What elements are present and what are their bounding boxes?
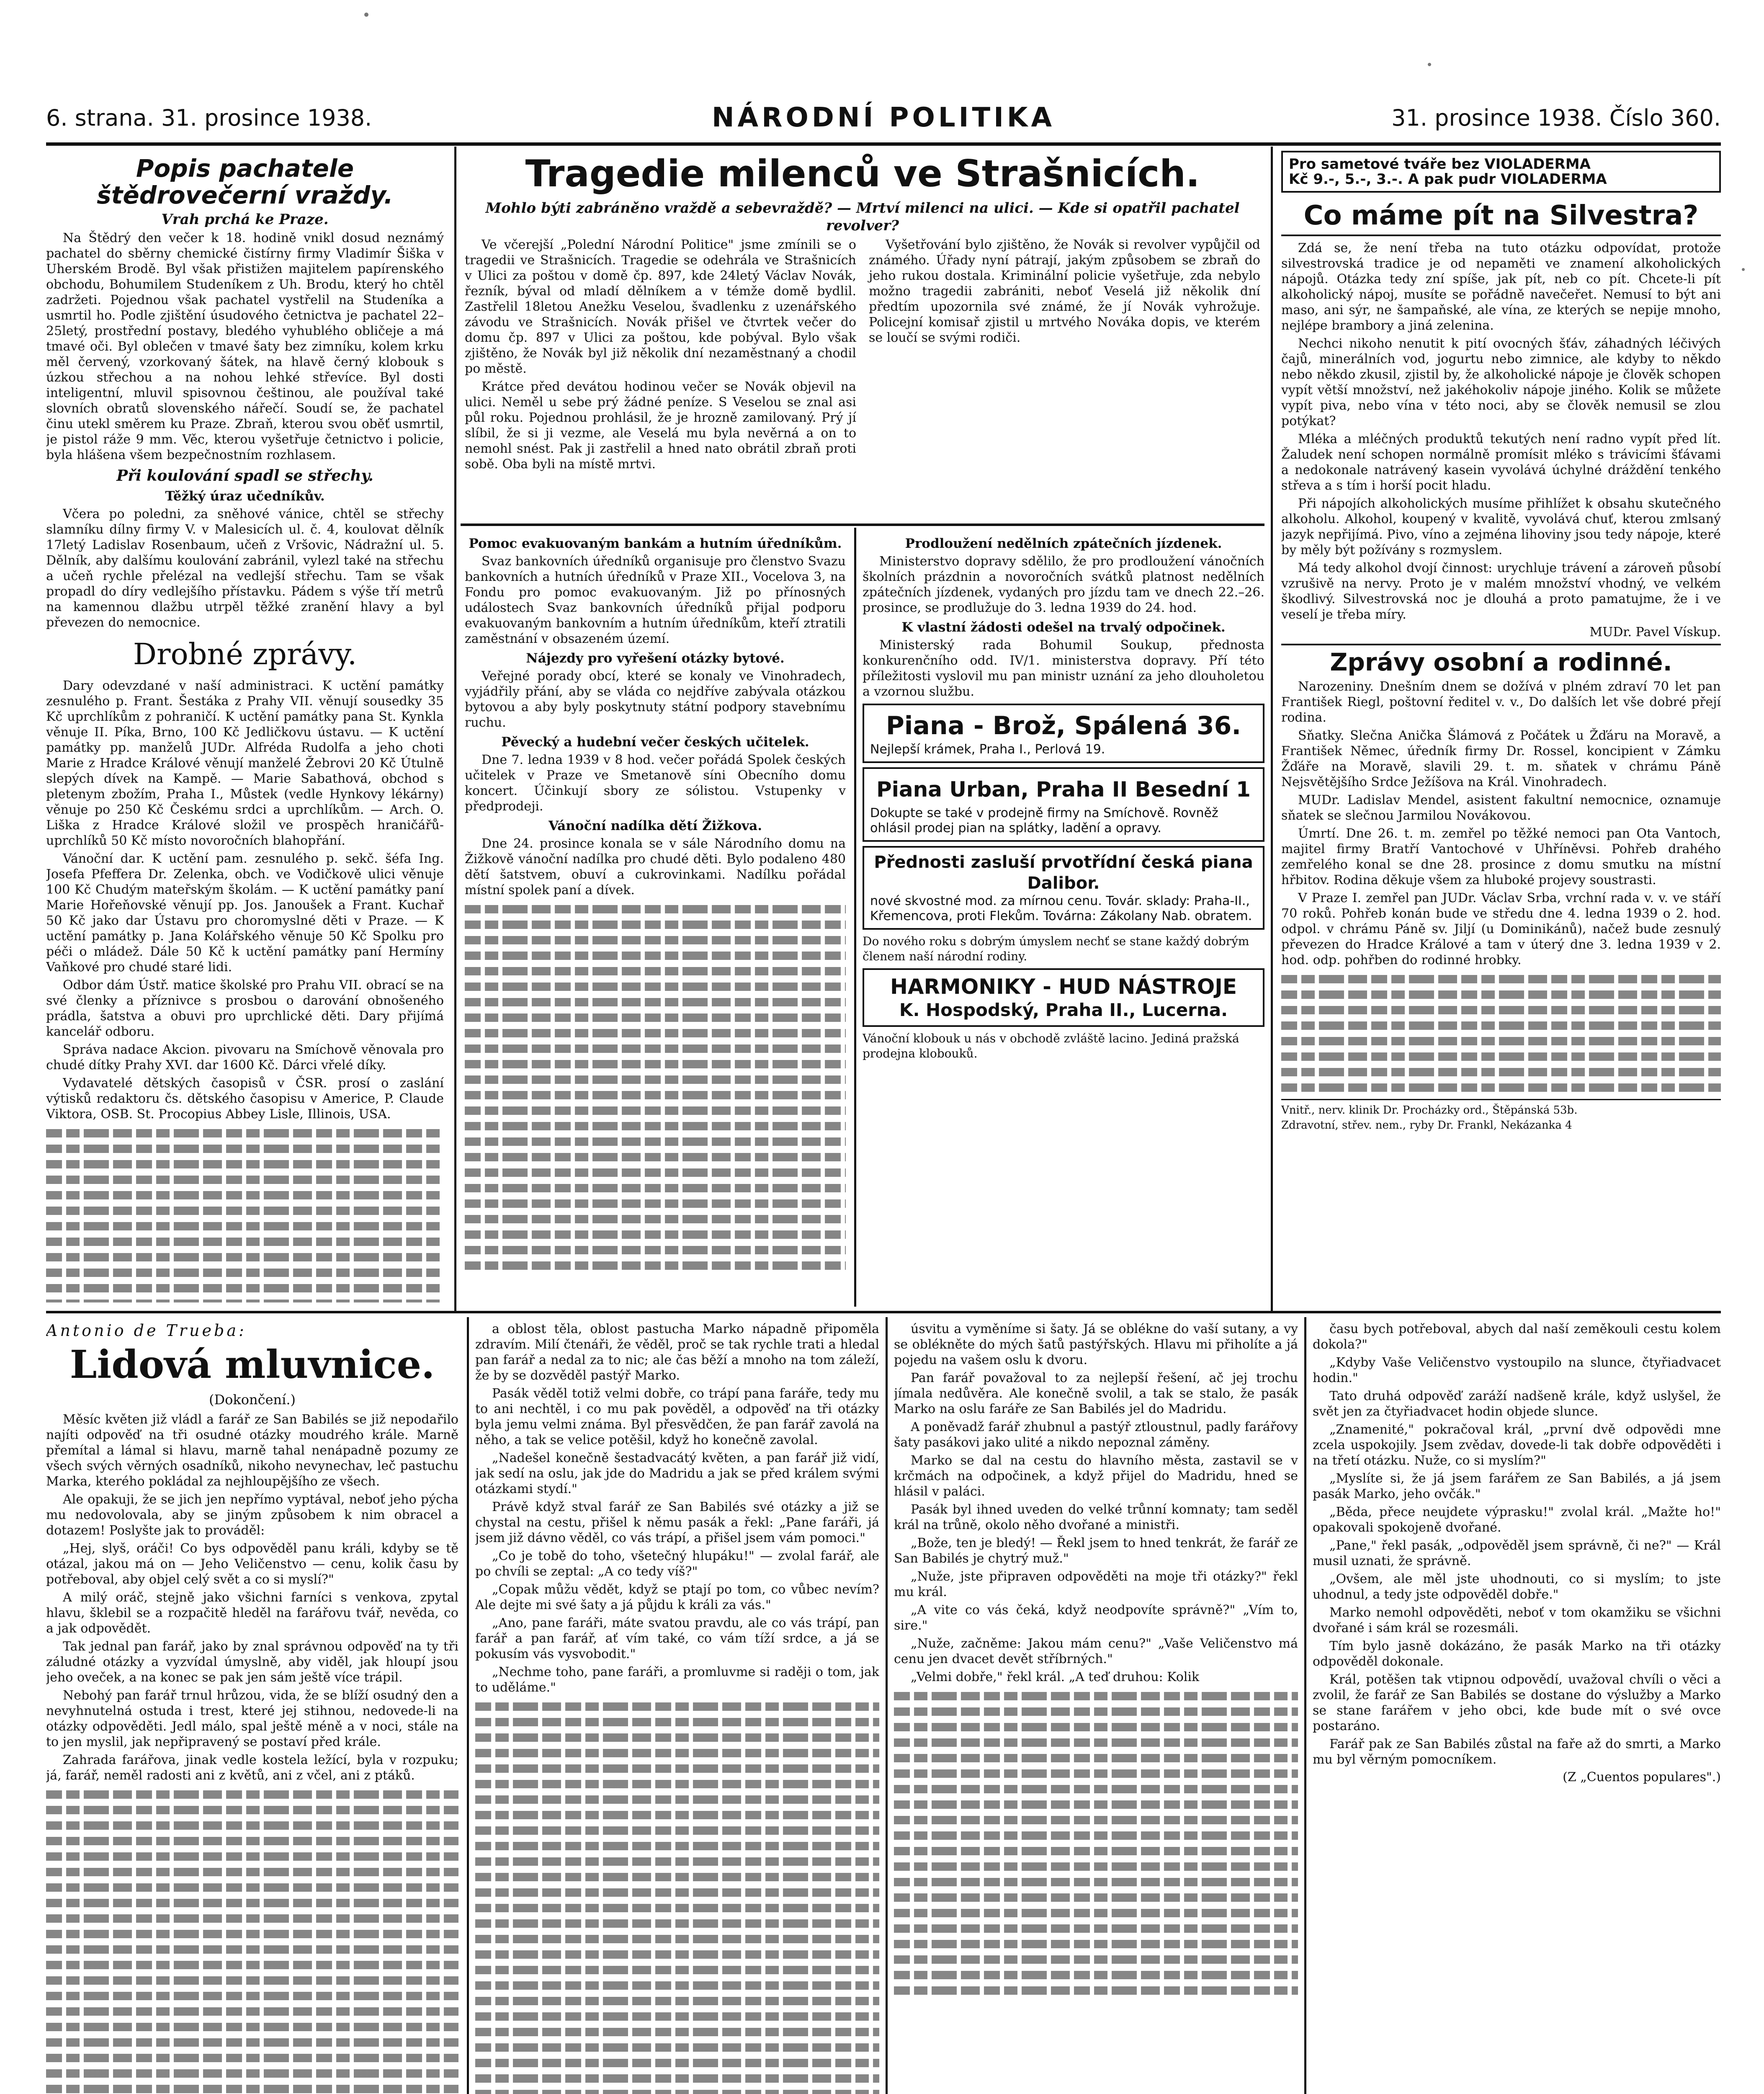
headline-retirement: K vlastní žádosti odešel na trvalý odpočinek. bbox=[901, 620, 1226, 635]
story-c3-p8: „A vite co vás čeká, když neodpovíte správně?" „Vím to, sire." bbox=[894, 1603, 1298, 1633]
story-c2-p6: „Copak můžu vědět, když se ptají po tom, co vůbec nevím? Ale dejte mi své šaty a já půjdu k králi za vás." bbox=[475, 1582, 879, 1612]
section-rule bbox=[46, 1311, 1721, 1313]
story-c4-p3: Tato druhá odpověď zaráží nadšeně krále, když uslyšel, že svět jen za čtyřiadvacet hodin objede slunce. bbox=[1313, 1389, 1721, 1419]
story-c4-p9: Marko nemohl odpověděti, neboť v tom okamžiku se všichni dvořané i sám král se rozesmáli. bbox=[1313, 1605, 1721, 1635]
zizkov-text: Dne 24. prosince konala se v sále Národního domu na Žižkově vánoční nadílka pro chudé děti. Bylo podaleno 480 dětí šatstvem, obuví a cukrovinkami. Nadílku pořádal místní spolek paní a dívek. bbox=[465, 836, 846, 897]
text-filler bbox=[46, 1790, 458, 2093]
headline-zizkov: Vánoční nadílka dětí Žižkova. bbox=[548, 818, 762, 833]
short-news-5: Vydavatelé dětských časopisů v ČSR. prosí o zaslání výtisků redaktoru čs. dětského časopisu v Americe, P. Claude Viktora, OSB. St. Procopius Abbey Lisle, Illinois, USA. bbox=[46, 1076, 444, 1122]
silvestr-text-5: Má tedy alkohol dvojí činnost: urychluje trávení a zároveň působí vzrušivě na nervy. Proto je v malém množství vhodný, ve velkém škodlivý. Silvestrovská noc je dlouhá a proto pamatujme, že i ve veselí je třeba míry. bbox=[1281, 561, 1721, 622]
scan-speck bbox=[1428, 63, 1431, 66]
story-c4-p2: „Kdyby Vaše Veličenstvo vystoupilo na slunce, čtyřiadvacet hodin." bbox=[1313, 1355, 1721, 1385]
tragedy-text-3: Vyšetřování bylo zjištěno, že Novák si revolver vypůjčil od známého. Úřady nyní pátrají, jakým způsobem se zbraň do jeho rukou dostala. Kriminální policie vyšetřuje, zda nebylo možno tragedii zabrániti, neboť Veselá již několik dní předtím upozornila své známé, že jí Novák vyhrožuje. Policejní komisař zjistil u mrtvého Nováka dopis, ve kterém se loučí se svými rodiči. bbox=[869, 237, 1260, 345]
text-filler bbox=[465, 905, 846, 1270]
story-c4-p8: „Ovšem, ale měl jste uhodnouti, co si myslím; to jste uhodnul, a tedy jste odpověděl dobře." bbox=[1313, 1572, 1721, 1602]
column-rule bbox=[467, 1317, 469, 2094]
story-column-2 bbox=[475, 1321, 879, 2094]
personal-news-1: Narozeniny. Dnešním dnem se dožívá v plném zdraví 70 let pan František Riegl, poštovní ředitel v. v., Do dalších let vše dobré přejí rodina. bbox=[1281, 679, 1721, 725]
ad-new-year: Do nového roku s dobrým úmyslem nechť se stane každý dobrým členem naší národní rodiny. bbox=[863, 934, 1249, 963]
ad-piana-dalibor bbox=[863, 846, 1264, 930]
column-rule bbox=[854, 528, 856, 1307]
story-c3-p9: „Nuže, začněme: Jakou mám cenu?" „Vaše Veličenstvo má cenu jen dvacet devět stříbrných." bbox=[894, 1636, 1298, 1666]
story-author: Antonio de Trueba: bbox=[46, 1321, 247, 1340]
short-news-1: Dary odevzdané v naší administraci. K uctění památky zesnulého p. Frant. Šestáka z Prahy VII. věnují sousedky 35 Kč uprchlíkům z pohraničí. K uctění památky pana St. Kynkla věnuje II. Píka, Brno, 100 Kč Jedličkovu ústavu. — K uctění památky pp. manželů JUDr. Alfréda Rudolfa a jeho choti Marie z Hradce Králové věnují manželé Žebrovi 20 Kč Útulně slepých dívek na Kampě. — Marie Sabathová, obchod s pletenym zbožím, Praha I., Můstek (vedle Hynkovy lékárny) věnuje po 250 Kč Českému srdci a uprchlíkům. — Arch. O. Liška z Hradce Králové složil ve prospěch hraničářů-uprchlíků 50 Kč místo novoročních blahopřání. bbox=[46, 678, 444, 848]
ad-piana-broz bbox=[863, 704, 1264, 763]
column-middle-left bbox=[465, 532, 846, 1302]
text-filler bbox=[475, 1702, 879, 2094]
text-filler bbox=[1281, 975, 1721, 1092]
ad-dalibor-title: Přednosti zasluší prvotřídní česká piana Dalibor. bbox=[874, 853, 1253, 893]
story-c3-p7: „Nuže, jste připraven odpověděti na moje tři otázky?" řekl mu král. bbox=[894, 1569, 1298, 1599]
tickets-text: Ministerstvo dopravy sdělilo, že pro prodloužení vánočních školních prázdnin a novoročních svátků platnost nedělních zpátečních jízdenek, vydaných pro jízdu tam ve dnech 22.–26. prosince, se prodlužuje do 3. ledna 1939 do 24. hod. bbox=[863, 554, 1264, 615]
story-c2-p2: Pasák věděl totiž velmi dobře, co trápí pana faráře, tedy mu to ani nechtěl, i co mu pak pověděl, a odpověď na tři otázky byla jemu velmi známa. Byl přesvědčen, že pan farář zavolá na něho, a tak se velice potěšil, když ho konečně zavolal. bbox=[475, 1386, 879, 1447]
silvestr-text-3: Mléka a mléčných produktů tekutých není radno vypít před lít. Žaludek není schopen normálně promísit mléko s trávicími šťávami a nedokonale natrávený kasein vyvolává úchylné dráždění tenkého střeva a s tím i horší pocit hladu. bbox=[1281, 432, 1721, 493]
subheadline-tragedy: Mohlo býti zabráněno vraždě a sebevraždě? — Mrtví milenci na ulici. — Kde si opatřil pachatel revolver? bbox=[485, 200, 1240, 234]
article-murder-text: Na Štědrý den večer k 18. hodině vnikl dosud neznámý pachatel do sběrny chemické čistírny firmy Vladimír Šiška v Uherském Brodě. Byl však přistižen majitelem papírenského obchodu, Bohumilem Studeníkem z Uh. Brodu, který ho chtěl zadržeti. Pojednou však pachatel vystřelil na Studeníka a usmrtil ho. Podle zjištění úsudového četnictva je pachatel 22–25letý, prostřední postavy, bledého vyhublého obličeje a má tmavé oči. Byl oblečen v tmavé šaty bez zimníku, kolem krku měl červený, vzorkovaný šátek, na hlavě černý klobouk s úzkou střechou a na nohou lehké střevíce. Byl dosti inteligentní, mluvil spisovnou češtinou, ale používal také slovních obratů slovenského nářečí. Soudí se, že pachatel činu utekl směrem ku Praze. Zbraň, kterou svou oběť usmrtil, je pistol ráže 9 mm. Věc, kterou vyšetřuje četnictvo i policie, byla hlášena všem bezpečnostním rozhlasem. bbox=[46, 231, 444, 462]
ad-piana-broz-title: Piana - Brož, Spálená 36. bbox=[886, 711, 1241, 740]
story-column-4 bbox=[1313, 1321, 1721, 2094]
headline-personal-news: Zprávy osobní a rodinné. bbox=[1281, 644, 1721, 679]
story-column-3 bbox=[894, 1321, 1298, 2094]
story-c2-p7: „Ano, pane faráři, máte svatou pravdu, ale co vás trápí, pan farář a pan farář, ať vím také, co vám tíží srdce, a já se pokusím vás vysvobodit." bbox=[475, 1616, 879, 1661]
bank-aid-text: Svaz bankovních úředníků organisuje pro členstvo Svazu bankovních a hutních úředníků v Praze XII., Vocelova 3, na Fondu pro pomoc evakuovaným. Již po přínosných událostech Svaz bankovních úředníků přijal podporu evakuovaným bankovním a hutním úředníkům, kteří ztratili zaměstnání v obsazeném území. bbox=[465, 554, 846, 646]
ad-clinic: Vnitř., nerv. klinik Dr. Procházky ord., Štěpánská 53b. bbox=[1281, 1099, 1721, 1118]
headline-murder-1: Popis pachatele bbox=[136, 155, 354, 183]
silvestr-text-1: Zdá se, že není třeba na tuto otázku odpovídat, protože silvestrovská tradice je od nepaměti ve znamení alkoholických nápojů. Otázka tedy zní spíše, jak pít, neb co pít. Chcete-li pít alkoholický nápoj, musíte se pořádně navečeřet. Nemusí to být ani maso, ani sýr, ne šampaňské, ale vína, ze kterých se nepije mnoho, nejlépe brambory a jiná zelenina. bbox=[1281, 241, 1721, 333]
story-c3-p10: „Velmi dobře," řekl král. „A teď druhou: Kolik bbox=[911, 1670, 1200, 1684]
article-tragedy bbox=[465, 151, 1260, 519]
story-c4-p1: času bych potřeboval, abych dal naší zeměkouli cestu kolem dokola?" bbox=[1313, 1322, 1721, 1352]
story-c1-p2: Ale opakuji, že se jich jen nepřímo vyptával, neboť jeho pýcha mu nedovolovala, aby se jiným způsobem k nim obracel a dotazem! Poslyšte jak to prováděl: bbox=[46, 1492, 458, 1538]
ad-harmoniky-address: K. Hospodský, Praha II., Lucerna. bbox=[899, 1000, 1228, 1020]
story-c1-p4: A milý oráč, stejně jako všichni farníci s venkova, zpytal hlavu, šklebil se a rozpačitě hleděl na farářovu tvář, nevěda, co a jak odpovědět. bbox=[46, 1590, 458, 1636]
silvestr-author: MUDr. Pavel Vískup. bbox=[1589, 625, 1721, 640]
text-filler bbox=[46, 1129, 444, 1302]
ad-violaderma-line2: Kč 9.-, 5.-, 3.-. A pak pudr VIOLADERMA bbox=[1289, 171, 1607, 188]
tragedy-text-2: Krátce před devátou hodinou večer se Novák objevil na ulici. Neměl u sebe prý žádné peníze. S Veselou se znal asi půl roku. Pojednou prohlásil, že je hrozně zamilovaný. Prý jí slíbil, že si ji vezme, ale Veselá mu byla nevěrná a on to nemohl snést. Pak ji zastřelil a hned nato obrátil zbraň proti sobě. Oba byli na místě mrtvi. bbox=[465, 379, 856, 472]
column-rule bbox=[886, 1317, 888, 2094]
ad-harmoniky-title: HARMONIKY - HUD NÁSTROJE bbox=[890, 975, 1237, 999]
story-c1-p1: Měsíc květen již vládl a farář ze San Babilés se již nepodařilo najíti odpověď na tři osudné otázky moudrého krále. Marně přemítal a lámal si hlavu, marně tahal nenápadně pozumy ze všech svých věrných osadníků, nikoho nevynechav, leč pastuchu Marka, kterého pokládal za nejhloupějšího ze všech. bbox=[46, 1412, 458, 1489]
headline-murder-2: štědrovečerní vraždy. bbox=[97, 181, 393, 209]
scan-speck bbox=[1742, 268, 1745, 271]
story-c2-p8: „Nechme toho, pane faráři, a promluvme si raději o tom, jak to uděláme." bbox=[475, 1665, 879, 1695]
story-c3-p5: Pasák byl ihned uveden do velké trůnní komnaty; tam seděl král na trůně, okolo něho dvořané a ministři. bbox=[894, 1502, 1298, 1532]
silvestr-text-4: Při nápojích alkoholických musíme přihlížet k obsahu skutečného alkoholu. Alkohol, koupený v kvalitě, vyvolává chuť, kterou zmlsaný jazyk nepřijímá. Pivo, víno a zejména lihoviny jsou tedy nápoje, které by měly být požívány s rozmyslem. bbox=[1281, 496, 1721, 557]
ad-violaderma bbox=[1281, 151, 1721, 193]
headline-tragedy: Tragedie milenců ve Strašnicích. bbox=[525, 152, 1200, 195]
column-left bbox=[46, 155, 444, 1302]
page-header bbox=[46, 96, 1721, 146]
personal-news-4: Úmrtí. Dne 26. t. m. zemřel po těžké nemoci pan Ota Vantoch, majitel firmy Bratří Vantochové v Uhříněvsi. Pohřeb drahého zemřelého konal se dne 28. prosince z domu smutku na místní hřbitov. Rodina děkuje všem za hluboké projevy soustrasti. bbox=[1281, 826, 1721, 887]
text-filler bbox=[894, 1692, 1298, 1995]
story-continued: (Dokončení.) bbox=[209, 1392, 296, 1408]
section-rule bbox=[461, 524, 1264, 526]
newspaper-page bbox=[46, 96, 1721, 2094]
headline-silvestr: Co máme pít na Silvestra? bbox=[1281, 197, 1721, 236]
ad-violaderma-line1: Pro sametové tváře bez VIOLADERMA bbox=[1289, 156, 1591, 173]
story-column-1 bbox=[46, 1321, 458, 2094]
short-news-2: Vánoční dar. K uctění pam. zesnulého p. sekč. šéfa Ing. Josefa Pfeffera Dr. Zelenka, obch. ve Vodičkově ulici věnuje 100 Kč Chudým mateřským školám. — K uctění památky paní Marie Hořeňovské věnují pp. Jos. Janoušek a Frant. Kuchař 50 Kč jako dar Ústavu pro choromyslné děti v Praze. — K uctění památky p. Jana Kolářského věnuje 50 Kč Spolku pro péči o mládež. Dále 50 Kč k uctění památky paní Hermíny Vaňkové pro chudé staré lidi. bbox=[46, 851, 444, 975]
story-c3-p2: Pan farář považoval to za nejlepší řešení, ač jej trochu jímala nedůvěra. Ale konečně svolil, a tak se stalo, že pasák Marko na oslu faráře ze San Babilés jel do Madridu. bbox=[894, 1371, 1298, 1416]
story-c3-p1: úsvitu a vyměníme si šaty. Já se oblékne do vaší sutany, a vy se oblékněte do mých šatů pastýřských. Hlavu mi přiholíte a já pojedu na vašem oslu k dvoru. bbox=[894, 1322, 1298, 1367]
story-c1-p5: Tak jednal pan farář, jako by znal správnou odpověď na ty tři záludné otázky a vyzvídal úmyslně, aby viděl, jak hloupí jsou jeho oveček, a na konec se pak jen sám ještě více trápil. bbox=[46, 1639, 458, 1685]
story-c4-p4: „Znamenité," pokračoval král, „první dvě odpovědi mne zcela uspokojily. Jsem zvědav, dovede-li tak dobře odpověděti i na třetí otázku. Nuže, co si myslím?" bbox=[1313, 1422, 1721, 1468]
story-title: Lidová mluvnice. bbox=[70, 1342, 435, 1387]
story-c4-p6: „Běda, přece neujdete výprasku!" zvolal král. „Mažte ho!" opakovali spokojeně dvořané. bbox=[1313, 1505, 1721, 1535]
story-c4-p5: „Myslíte si, že já jsem farářem ze San Babilés, a já jsem pasák Marko, jeho ovčák." bbox=[1313, 1471, 1721, 1501]
ad-piana-urban bbox=[863, 767, 1264, 842]
story-c3-p3: A poněvadž farář zhubnul a pastýř ztloustnul, padly farářovy šaty pasákovi jako ulité a nikdo nepoznal záměny. bbox=[894, 1420, 1298, 1450]
story-c4-p12: Farář pak ze San Babilés zůstal na faře až do smrti, a Marko mu byl věrným pomocníkem. bbox=[1313, 1737, 1721, 1767]
ad-doctor: Zdravotní, střev. nem., ryby Dr. Frankl, Nekázanka 4 bbox=[1281, 1119, 1572, 1132]
headline-short-news: Drobné zprávy. bbox=[133, 637, 357, 671]
housing-text: Veřejné porady obcí, které se konaly ve Vinohradech, vyjádřily přání, aby se vláda co nejdříve zabývala otázkou bytovou a aby byly poskytnuty státní podpory stavebnímu ruchu. bbox=[465, 669, 846, 730]
silvestr-text-2: Nechci nikoho nenutit k pití ovocných šťáv, záhadných léčivých čajů, minerálních vod, jogurtu nebo zimnice, ale kdyby to někdo nebo někdo zkusil, zjistil by, že alkoholické nápoje je člověk schopen vypít větší množství, než jakéhokoliv nápoje jiného. Kolik se můžete vypít piva, nebo vína v této noci, aby se člověk nemusil se zlou potýkat? bbox=[1281, 336, 1721, 428]
story-c1-p3: „Hej, slyš, oráči! Co bys odpověděl panu králi, kdyby se tě otázal, jakou má on — Jeho Veličenstvo — cenu, kolik času by potřeboval, aby objel celý svět a co si myslí?" bbox=[46, 1541, 458, 1587]
headline-tickets: Prodloužení nedělních zpátečních jízdenek. bbox=[905, 536, 1222, 551]
header-masthead: NÁRODNÍ POLITIKA bbox=[711, 102, 1056, 133]
concert-text: Dne 7. ledna 1939 v 8 hod. večer pořádá Spolek českých učitelek v Praze ve Smetanově síni Obecního domu koncert. Účinkují sbory ze sólistou. Vstupenky v předprodeji. bbox=[465, 753, 846, 814]
story-c2-p3: „Nadešel konečně šestadvacátý květen, a pan farář již vidí, jak sedí na oslu, jak jde do Madridu a jak se před králem svými otázkami stydí." bbox=[475, 1451, 879, 1496]
short-news-4: Správa nadace Akcion. pivovaru na Smíchově věnovala pro chudé dítky Prahy XVI. dar 1600 Kč. Dárci vřelé díky. bbox=[46, 1042, 444, 1073]
column-rule bbox=[1271, 147, 1273, 1311]
column-rule bbox=[1304, 1317, 1306, 2094]
headline-bank-aid: Pomoc evakuovaným bankám a hutním úředníkům. bbox=[469, 536, 842, 551]
header-issue: 31. prosince 1938. Číslo 360. bbox=[1391, 105, 1721, 131]
ad-hats: Vánoční klobouk u nás v obchodě zvláště lacino. Jediná pražská prodejna klobouků. bbox=[863, 1032, 1239, 1060]
story-c4-p7: „Pane," řekl pasák, „odpověděl jsem správně, či ne?" — Král musil uznati, že správně. bbox=[1313, 1538, 1721, 1568]
personal-news-5: V Praze I. zemřel pan JUDr. Václav Srba, vrchní rada v. v. ve stáří 70 roků. Pohřeb konán bude ve středu dne 4. ledna 1939 o 2. hod. odpol. v chrámu Páně sv. Jiljí (u Dominikánů), načež bude zesnulý převezen do Hradce Králové a tam v úterý dne 3. ledna 1939 v 2. hod. odp. pohřben do rodinné hrobky. bbox=[1281, 891, 1721, 967]
retirement-text: Ministerský rada Bohumil Soukup, přednosta konkurenčního odd. IV/1. ministerstva dopravy. Pří této příležitosti vyslovil mu pan ministr uznání za jeho dlouholetou a vzornou službu. bbox=[863, 638, 1264, 699]
story-c2-p1: a oblost těla, oblost pastucha Marko nápadně připoměla zdravím. Milí čtenáři, že věděl, proč se tak rychle trati a hledal pan farář a nedal za to nic; ale čas běží a mnoho na tom záleží, že by se dozvěděl pastýř Marko. bbox=[475, 1322, 879, 1383]
story-c2-p4: Právě když stval farář ze San Babilés své otázky a již se chystal na cestu, přišel k němu pasák a řekl: „Pane faráři, já jsem již dávno věděl, co vás trápí, a přišel jsem vám pomoci." bbox=[475, 1500, 879, 1545]
story-c1-p7: Zahrada farářova, jinak vedle kostela ležící, byla v rozpuku; já, farář, neměl radosti ani z květů, ani z včel, ani z ptáků. bbox=[46, 1753, 458, 1783]
ad-piana-urban-text: Dokupte se také v prodejně firmy na Smíchově. Rovněž ohlásil prodej pian na splátky, ladění a opravy. bbox=[870, 806, 1218, 836]
headline-concert: Pěvecký a hudební večer českých učitelek. bbox=[501, 735, 809, 750]
story-c4-p11: Král, potěšen tak vtipnou odpovědí, uvažoval chvíli o věci a zvolil, že farář ze San Babilés se dostane do výslužby a Marko se stane farářem v jeho obci, kde bude mít o své ovce postaráno. bbox=[1313, 1672, 1721, 1733]
headline-housing: Nájezdy pro vyřešení otázky bytové. bbox=[526, 651, 785, 666]
personal-news-3: MUDr. Ladislav Mendel, asistent fakultní nemocnice, oznamuje sňatek se slečnou Jarmilou Novákovou. bbox=[1281, 793, 1721, 823]
story-c1-p6: Nebohý pan farář trnul hrůzou, vida, že se blíží osudný den a nevyhnutelná ostuda i trest, které jej stihnou, nedovede-li na otázky odpověděti. Jedl málo, spal ještě méně a v noci, stále na to jen myslil, jak nepřipravený se postaví před krále. bbox=[46, 1688, 458, 1749]
column-right bbox=[1281, 151, 1721, 1307]
ad-dalibor-text: nové skvostné mod. za mírnou cenu. Továr. sklady: Praha-II., Křemencova, proti Flekům. Továrna: Zákolany Nab. obratem. bbox=[870, 894, 1252, 923]
tragedy-text-1: Ve včerejší „Polední Národní Politice" jsme zmínili se o tragedii ve Strašnicích. Tragedie se odehrála ve Strašnicích v Ulici za poštou v domě čp. 897, kde 24letý Václav Novák, řezník, býval od mladí dělníkem a v témže domě bydlil. Zastřelil 18letou Anežku Veselou, švadlenku z uzenářského závodu ve Strašnicích. Novák přišel ve čtvrtek večer do domu čp. 897 v Ulici za poštou, kde pobýval. Bylo však zjištěno, že Novák byl již několik dní nezaměstnaný a chodil po městě. bbox=[465, 237, 856, 376]
article-roof-text: Včera po poledni, za sněhové vánice, chtěl se střechy slamníku dílny firmy V. v Malesicích ul. č. 4, koulovat dělník 17letý Ladislav Rosenbaum, učeň z Vršovic, Nádražní ul. 5. Dělník, aby dalšímu koulování zabránil, vylezl také na střechu a učeň rychle přelézal na vedlejší střechu. Tam se však propadl do díry vedlejšího přístavku. Pádem s výše tří metrů na kamennou dlažbu utrpěl těžké zranění hlavy a byl převezen do nemocnice. bbox=[46, 507, 444, 630]
column-middle-right bbox=[863, 532, 1264, 1302]
short-news-3: Odbor dám Ústř. matice školské pro Prahu VII. obrací se na své členky a příznivce s prosbou o darování obnošeného prádla, šatstva a obuvi pro uprchlické děti. Dary přijímá kancelář odboru. bbox=[46, 978, 444, 1039]
story-c2-p5: „Co je tobě do toho, všetečný hlupáku!" — zvolal farář, ale po chvíli se zeptal: „A co tedy víš?" bbox=[475, 1549, 879, 1579]
column-rule bbox=[454, 147, 456, 1311]
header-page-date: 6. strana. 31. prosince 1938. bbox=[46, 105, 372, 131]
personal-news-2: Sňatky. Slečna Anička Šlámová z Počátek u Žďáru na Moravě, a František Němec, úředník firmy Dr. Rossel, koncipient v Zámku Žďáře na Moravě, slavili 29. t. m. sňatek v chrámu Páně Nejsvětějšího Srdce Ježíšova na Král. Vinohradech. bbox=[1281, 728, 1721, 789]
ad-harmoniky bbox=[863, 968, 1264, 1027]
story-c3-p6: „Bože, ten je bledý! — Řekl jsem to hned tenkrát, že farář ze San Babilés je chytrý muž." bbox=[894, 1536, 1298, 1566]
ad-piana-urban-title: Piana Urban, Praha II Besední 1 bbox=[876, 777, 1251, 802]
ad-piana-broz-text: Nejlepší krámek, Praha I., Perlová 19. bbox=[870, 742, 1105, 757]
story-c3-p4: Marko se dal na cestu do hlavního města, zastavil se v krčmách na odpočinek, a když přijel do Madridu, hned se hlásil v paláci. bbox=[894, 1453, 1298, 1499]
headline-roof: Při koulování spadl se střechy. bbox=[116, 467, 373, 485]
story-c4-p10: Tím bylo jasně dokázáno, že pasák Marko na tři otázky odpověděl dokonale. bbox=[1313, 1639, 1721, 1669]
scan-speck bbox=[364, 13, 368, 17]
subheadline-roof: Těžký úraz učedníkův. bbox=[165, 489, 325, 504]
story-source: (Z „Cuentos populares".) bbox=[1563, 1770, 1721, 1785]
subheadline-murder: Vrah prchá ke Praze. bbox=[161, 211, 329, 228]
